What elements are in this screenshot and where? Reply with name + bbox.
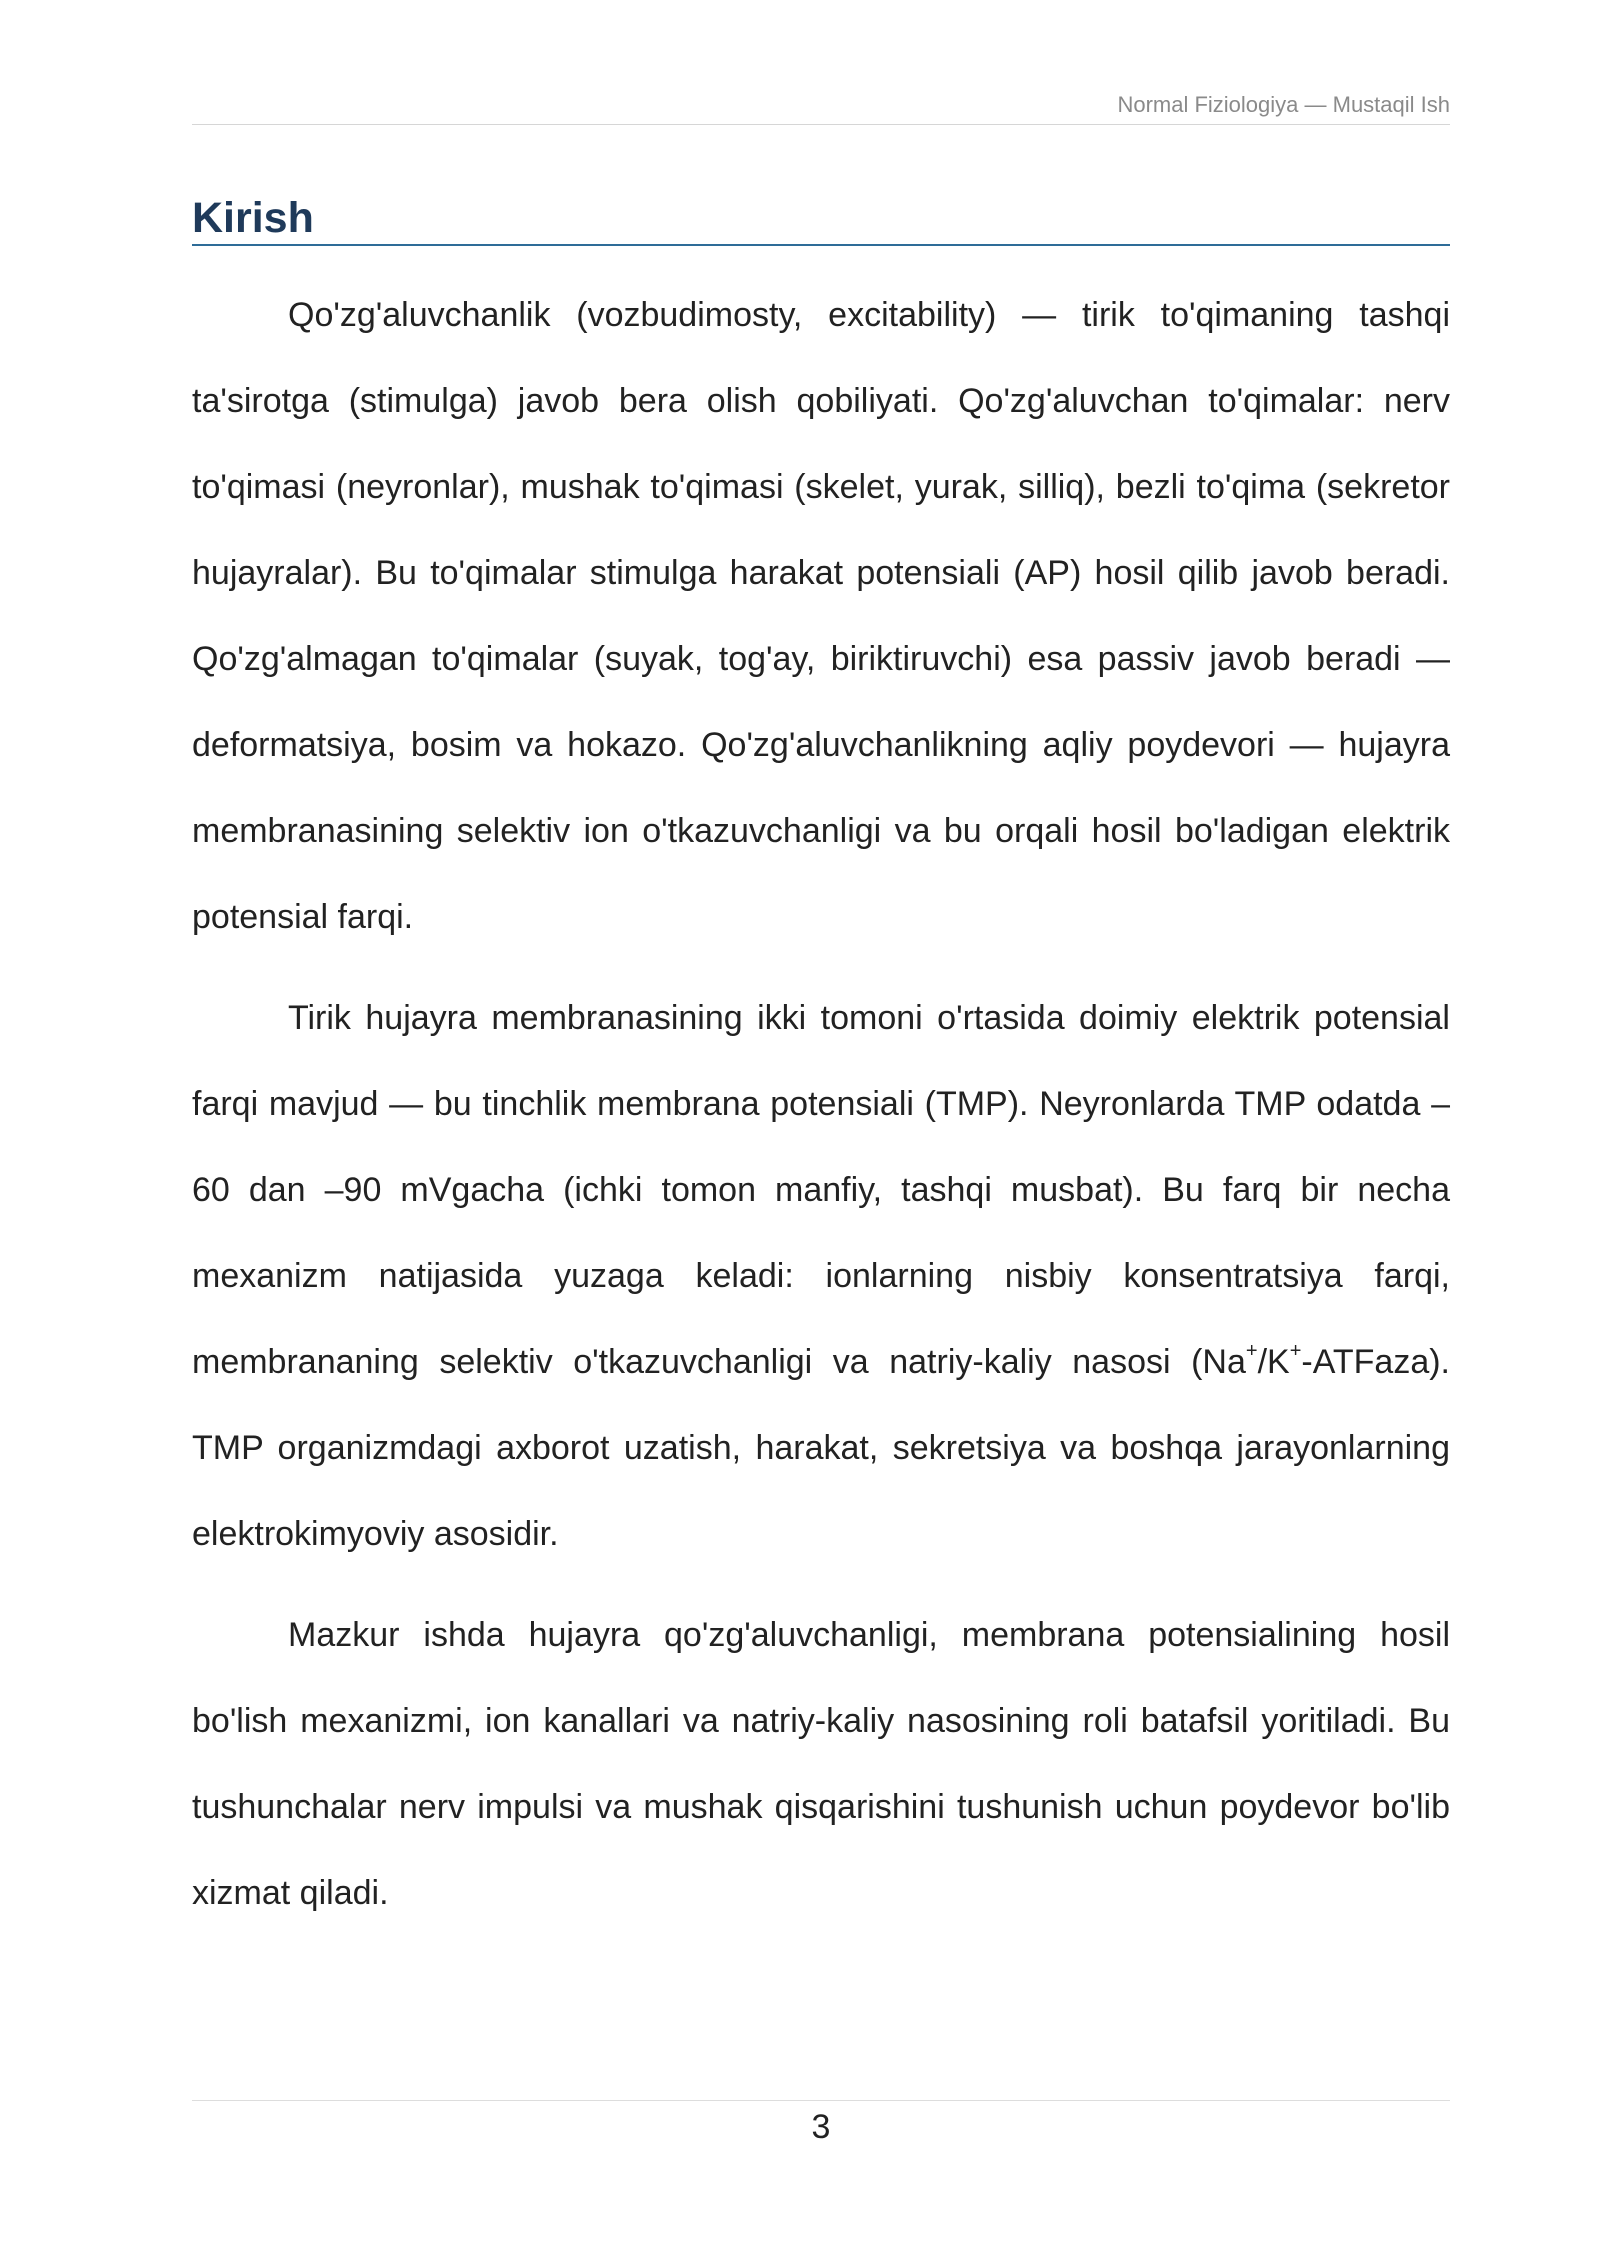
running-header: Normal Fiziologiya — Mustaqil Ish: [1117, 92, 1450, 117]
body-text: [192, 272, 1450, 1951]
title-underline: [192, 244, 1450, 246]
document-page: [192, 0, 1450, 2262]
footer-divider: [192, 2100, 1450, 2101]
paragraph-2-text-a: Tirik hujayra membranasining ikki tomoni o'rtasida doimiy elektrik potensial farqi mavjud — bu tinchlik membrana potensiali (TMP). Neyronlarda TMP odatda –60 dan –90 mVgacha (ichki tomon manfiy, tashqi musbat). Bu farq bir necha mexanizm natijasida yuzaga keladi: ionlarning nisbiy konsentratsiya farqi, membrananing selektiv o'tkazuvchanligi va natriy-kaliy nasosi (Na: [192, 999, 1450, 1381]
header-divider: [192, 124, 1450, 125]
page-number: 3: [811, 2108, 831, 2146]
paragraph-2: [192, 975, 1450, 1577]
section-title: Kirish: [192, 194, 314, 242]
paragraph-3: Mazkur ishda hujayra qo'zg'aluvchanligi, membrana potensialining hosil bo'lish mexanizmi, ion kanallari va natriy-kaliy nasosining roli batafsil yoritiladi. Bu tushunchalar nerv impulsi va mushak qisqarishini tushunish uchun poydevor bo'lib xizmat qiladi.: [192, 1616, 1450, 1912]
superscript-plus-na: +: [1245, 1339, 1258, 1362]
paragraph-2-text-c: -ATFaza). TMP organizmdagi axborot uzatish, harakat, sekretsiya va boshqa jarayonlarning elektrokimyoviy asosidir.: [192, 1343, 1450, 1553]
paragraph-2-text-b: /K: [1257, 1343, 1290, 1381]
superscript-plus-k: +: [1289, 1339, 1302, 1362]
paragraph-1: Qo'zg'aluvchanlik (vozbudimosty, excitability) — tirik to'qimaning tashqi ta'sirotga (stimulga) javob bera olish qobiliyati. Qo'zg'aluvchan to'qimalar: nerv to'qimasi (neyronlar), mushak to'qimasi (skelet, yurak, silliq), bezli to'qima (sekretor hujayralar). Bu to'qimalar stimulga harakat potensiali (AP) hosil qilib javob beradi. Qo'zg'almagan to'qimalar (suyak, tog'ay, biriktiruvchi) esa passiv javob beradi — deformatsiya, bosim va hokazo. Qo'zg'aluvchanlikning aqliy poydevori — hujayra membranasining selektiv ion o'tkazuvchanligi va bu orqali hosil bo'ladigan elektrik potensial farqi.: [192, 296, 1450, 936]
